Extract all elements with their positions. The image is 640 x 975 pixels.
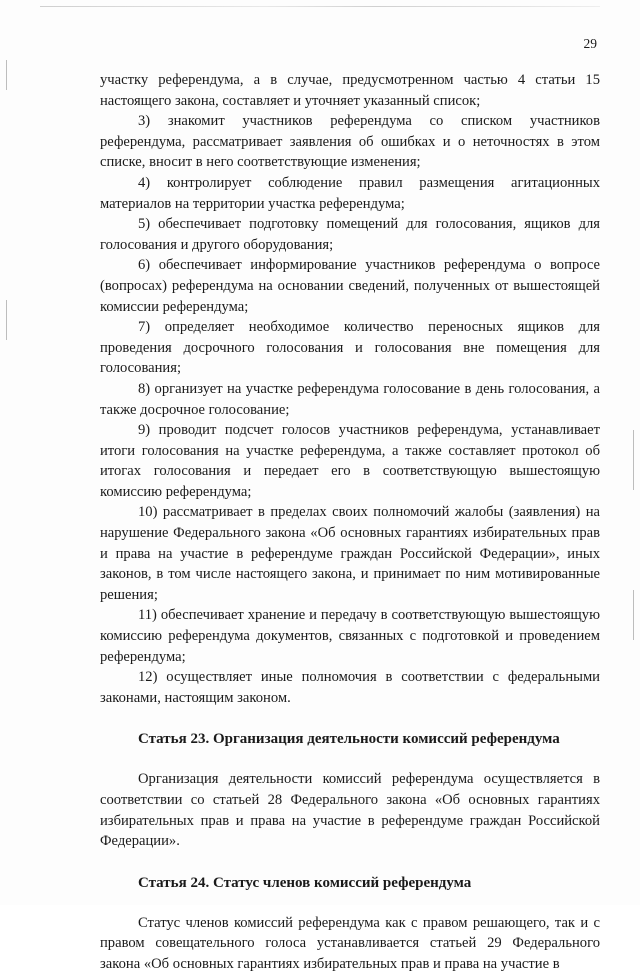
article-24-heading: Статья 24. Статус членов комиссий референдума	[138, 874, 472, 891]
list-item: 9) проводит подсчет голосов участников референдума, устанавливает итоги голосования на участке референдума, а также составляет протокол об итогах голосования и передает его в соответствующую вышестоящую комиссию референдума;	[100, 422, 600, 500]
list-item: участку референдума, а в случае, предусмотренном частью 4 статьи 15 настоящего закона, составляет и уточняет указанный список;	[100, 72, 600, 109]
list-item: 3) знакомит участников референдума со списком участников референдума, рассматривает заявления об ошибках и о неточностях в этом списке, вносит в него соответствующие изменения;	[100, 113, 600, 171]
list-item: 7) определяет необходимое количество переносных ящиков для проведения досрочного голосования и голосования вне помещения для голосования;	[100, 319, 600, 377]
list-item: 12) осуществляет иные полномочия в соответствии с федеральными законами, настоящим законом.	[100, 669, 600, 706]
article-23-body: Организация деятельности комиссий референдума осуществляется в соответствии со статьей 28 Федерального закона «Об основных гарантиях избирательных прав и права на участие в референдуме граждан Российской Федерации».	[100, 771, 600, 850]
scan-top-edge	[40, 6, 600, 7]
document-body	[100, 70, 600, 975]
scan-margin-mark	[6, 300, 7, 340]
list-item: 11) обеспечивает хранение и передачу в соответствующую вышестоящую комиссию референдума документов, связанных с подготовкой и проведением референдума;	[100, 607, 600, 665]
article-23-heading: Статья 23. Организация деятельности комиссий референдума	[138, 731, 560, 748]
article-24-body: Статус членов комиссий референдума как с правом решающего, так и с правом совещательного голоса устанавливается статьей 29 Федерального закона «Об основных гарантиях избирательных прав и права на участие в	[100, 914, 600, 972]
page-number: 29	[583, 36, 597, 51]
scan-margin-mark	[633, 590, 634, 640]
list-item: 10) рассматривает в пределах своих полномочий жалобы (заявления) на нарушение Федерального закона «Об основных гарантиях избирательных прав и права на участие в референдуме граждан Российской Федерации», иных законов, в том числе настоящего закона, и принимает по ним мотивированные решения;	[100, 504, 600, 603]
scan-margin-mark	[633, 430, 634, 490]
scan-margin-mark	[6, 60, 7, 90]
list-item: 4) контролирует соблюдение правил размещения агитационных материалов на территории участка референдума;	[100, 174, 600, 212]
list-item: 8) организует на участке референдума голосование в день голосования, а также досрочное голосование;	[100, 380, 600, 418]
list-item: 5) обеспечивает подготовку помещений для голосования, ящиков для голосования и другого оборудования;	[100, 216, 600, 253]
list-item: 6) обеспечивает информирование участников референдума о вопросе (вопросах) референдума на основании сведений, полученных от вышестоящей комиссии референдума;	[100, 257, 600, 315]
